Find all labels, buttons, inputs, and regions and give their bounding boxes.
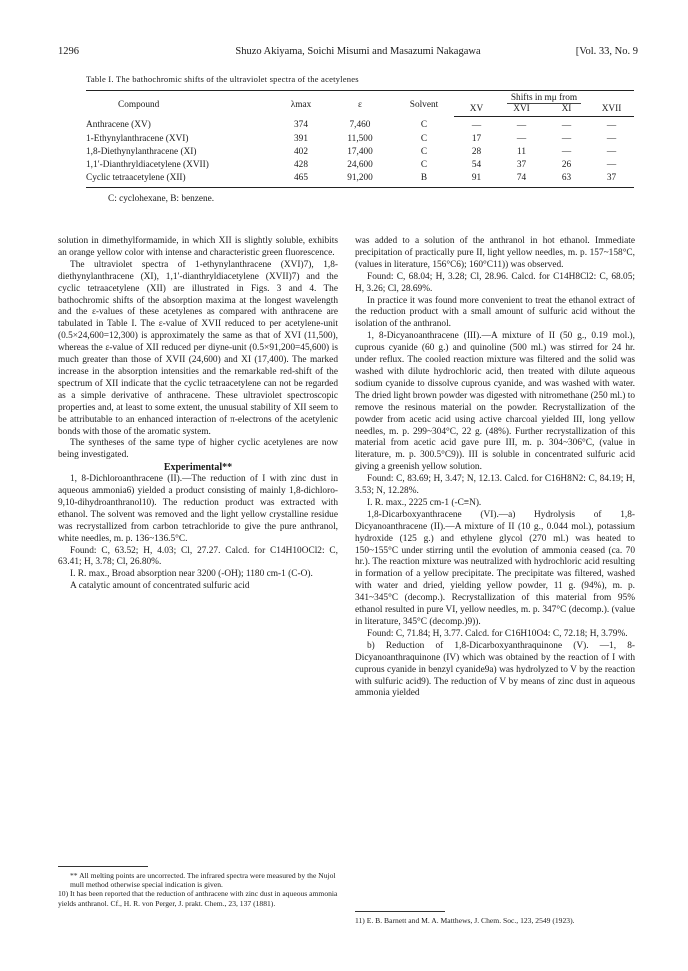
compound-cell: Cyclic tetraacetylene (XII)	[86, 172, 276, 188]
shift-cell: 28	[471, 146, 482, 157]
col-xi: XI	[544, 104, 589, 117]
footnotes-left	[58, 866, 338, 908]
table-header-row	[86, 91, 634, 105]
col-solvent: Solvent	[394, 91, 454, 117]
shift-cell: 74	[499, 172, 544, 188]
col-xvii: XVII	[589, 104, 634, 117]
paragraph: The ultraviolet spectra of 1-ethynylanthracene (XVI)7), 1,8-diethynylanthracene (XI), 1,1′-dianthryldiacetylene (XVII)7) and the cyclic tetraacetylene (XII) are illustrated in Figs. 3 and 4. The bathochromic shifts of the absorption maxima at the longest wavelength and the ε-values of these acetylenes as compared with anthracene are tabulated in Table I. The ε-value of XVII reduced to per acetylene-unit (0.5×24,600=12,300) is approximately the same as that of XVI (11,500), whereas the ε-value of XII reduced per diyne-unit (0.5×91,200=45,600) is much greater than those of XVII (24,600) and XI (17,400). The marked increase in the absorption intensities and the remarkable red-shift of the spectrum of XII indicate that the cyclic tetraacetylene can not be regarded as a simple derivative of anthracene. These ultraviolet spectroscopic properties and, at least to some extent, the unusual stability of XII seem to be attributable to an enhanced interaction of π-electrons of the acetylenic bonds with those of the aromatic system.	[58, 259, 338, 437]
epsilon-cell: 24,600	[347, 160, 373, 171]
table-row	[86, 145, 634, 158]
footnote-rule	[355, 911, 445, 912]
solvent-cell: C	[420, 133, 428, 144]
epsilon-cell: 7,460	[349, 120, 371, 131]
shift-cell: —	[606, 120, 617, 131]
col-compound: Compound	[86, 91, 276, 117]
shift-header	[454, 91, 634, 105]
shift-cell: 11	[517, 146, 526, 157]
table-note: C: cyclohexane, B: benzene.	[108, 194, 215, 204]
shift-cell: —	[606, 133, 617, 144]
shift-cell: —	[516, 133, 527, 144]
footnote: 10) It has been reported that the reduction of anthracene with zinc dust in aqueous ammonia yields anthranol. Cf., H. R. von Perger, J. prakt. Chem., 23, 137 (1881).	[58, 889, 338, 908]
lmax-cell: 402	[294, 146, 308, 157]
paragraph: The syntheses of the same type of higher cyclic acetylenes are now being investigated.	[58, 438, 338, 461]
shift-cell: —	[561, 120, 572, 131]
epsilon-cell: 11,500	[347, 133, 373, 144]
shift-cell: 17	[471, 133, 482, 144]
table-row	[86, 117, 634, 133]
table-caption: Table I. The bathochromic shifts of the ultraviolet spectra of the acetylenes	[86, 74, 359, 84]
footnote: 11) E. B. Barnett and M. A. Matthews, J. Chem. Soc., 123, 2549 (1923).	[355, 916, 575, 925]
paragraph: In practice it was found more convenient to treat the ethanol extract of the reduction product with a small amount of sulfuric acid without the isolation of the anthranol.	[355, 295, 635, 330]
paragraph: Found: C, 83.69; H, 3.47; N, 12.13. Calcd. for C16H8N2: C, 84.19; H, 3.53; N, 12.28%.	[355, 474, 635, 497]
solvent-cell: C	[420, 160, 428, 171]
shift-cell: 63	[544, 172, 589, 188]
col-xv: XV	[454, 104, 499, 117]
shift-cell: —	[606, 160, 617, 171]
compound-cell: 1,1′-Dianthryldiacetylene (XVII)	[86, 160, 209, 171]
paragraph: solution in dimethylformamide, in which XII is slightly soluble, exhibits an orange yellow color with intense and characteristic green fluorescence.	[58, 236, 338, 258]
shift-cell: —	[516, 120, 527, 131]
table-row	[86, 159, 634, 172]
paragraph: was added to a solution of the anthranol in hot ethanol. Immediate precipitation of practically pure II, light yellow needles, m. p. 157~158°C, (values in literature, 156°C6); 160°C11)) was observed.	[355, 236, 635, 270]
solvent-cell: B	[394, 172, 454, 188]
shift-cell: —	[606, 146, 617, 157]
shift-cell: —	[561, 146, 572, 157]
lmax-cell: 465	[276, 172, 326, 188]
paragraph: 1,8-Dicarboxyanthracene (VI).—a) Hydrolysis of 1,8-Dicyanoanthracene (II).—A mixture of II (10 g., 0.044 mol.), potassium hydroxide (125 g.) and ethylene glycol (270 ml.) was heated to 150~155°C under stirring until the evolution of ammonia ceased (ca. 70 hr.). The reaction mixture was neutralized with hydrochloric acid resulting in formation of a yellow precipitate. The precipitate was filtered, washed with water and dried, yielding yellow powder, 11 g. (94%), m. p. 341~345°C (decomp.). Recrystallization of this material from 95% ethanol resulted in pure VI, yellow needles, m. p. 347°C (decomp.). (value in literature, 345°C (decomp.)9)).	[355, 509, 635, 627]
volume-label: [Vol. 33, No. 9	[575, 46, 638, 57]
paragraph: b) Reduction of 1,8-Dicarboxyanthraquinone (V). —1, 8-Dicyanoanthraquinone (IV) which was obtained by the reaction of I with cuprous cyanide in benzyl cyanide9a) was hydrolyzed to V by the reaction with sulfuric acid9). The reduction of V by means of zinc dust in aqueous ammonia yielded	[355, 640, 635, 699]
col-lmax: λmax	[276, 91, 326, 117]
right-column	[355, 236, 635, 700]
paragraph: A catalytic amount of concentrated sulfuric acid	[70, 581, 250, 592]
paragraph: I. R. max., 2225 cm-1 (-C≡N).	[367, 497, 482, 508]
epsilon-cell: 91,200	[326, 172, 394, 188]
paragraph: I. R. max., Broad absorption near 3200 (-OH); 1180 cm-1 (C-O).	[70, 569, 313, 580]
compound-cell: 1-Ethynylanthracene (XVI)	[86, 133, 189, 144]
left-column	[58, 236, 338, 593]
shift-cell: 54	[471, 160, 482, 171]
compound-cell: Anthracene (XV)	[86, 120, 151, 131]
shift-table	[86, 90, 634, 188]
experimental-heading: Experimental**	[163, 462, 233, 474]
shift-cell: 26	[561, 160, 572, 171]
page-number: 1296	[58, 46, 79, 57]
solvent-cell: C	[420, 120, 428, 131]
paragraph: 1, 8-Dicyanoanthracene (III).—A mixture of II (50 g., 0.19 mol.), cuprous cyanide (60 g.) and quinoline (500 ml.) was stirred for 24 hr. under reflux. The cooled reaction mixture was filtered and the solid was washed with dilute hydrochloric acid, then treated with dilute aqueous sodium cyanide to dissolve cuprous cyanide, and was washed with water. The dried light brown powder was digested with nitromethane (250 ml.) to remove the resinous material on the powder. Recrystallization of the powder from acetic acid using active charcoal yielded III, long yellow needles, m. p. 299~304°C, 22 g. (48%). Further recrystallization of this material from acetic acid gave pure III, m. p. 304~306°C, (value in literature, m. p. 300.5°C9)). III is soluble in concentrated sulfuric acid giving a greenish yellow solution.	[355, 331, 635, 473]
compound-cell: 1,8-Diethynylanthracene (XI)	[86, 146, 197, 157]
footnote: ** All melting points are uncorrected. The infrared spectra were measured by the Nujol mull method otherwise special indication is given.	[70, 871, 336, 890]
author-line: Shuzo Akiyama, Soichi Misumi and Masazumi Nakagawa	[235, 46, 481, 57]
paragraph: Found: C, 68.04; H, 3.28; Cl, 28.96. Calcd. for C14H8Cl2: C, 68.05; H, 3.26; Cl, 28.69%.	[355, 271, 635, 294]
shift-cell: 37	[516, 160, 527, 171]
running-header	[58, 46, 638, 62]
table-row	[86, 172, 634, 188]
epsilon-cell: 17,400	[347, 146, 373, 157]
shift-cell: —	[471, 120, 482, 131]
footnotes-right	[355, 911, 635, 925]
paragraph: 1, 8-Dichloroanthracene (II).—The reduction of I with zinc dust in aqueous ammonia6) yielded a product consisting of mainly 1,8-dichloro-9,10-dihydroanthranol10). The reduction product was extracted with ethanol. The solvent was removed and the light yellow crystalline residue was recrystallized from carbon tetrachloride to give the pure anthranol, white needles, m. p. 136~136.5°C.	[58, 474, 338, 544]
paragraph: Found: C, 71.84; H, 3.77. Calcd. for C16H10O4: C, 72.18; H, 3.79%.	[367, 628, 628, 639]
lmax-cell: 391	[294, 133, 308, 144]
lmax-cell: 428	[294, 160, 308, 171]
solvent-cell: C	[420, 146, 428, 157]
shift-header-text: Shifts in mμ from	[507, 93, 581, 104]
shift-cell: 91	[454, 172, 499, 188]
shift-cell: —	[561, 133, 572, 144]
table-row	[86, 132, 634, 145]
lmax-cell: 374	[294, 120, 308, 131]
footnote-rule	[58, 866, 148, 867]
shift-cell: 37	[589, 172, 634, 188]
paragraph: Found: C, 63.52; H, 4.03; Cl, 27.27. Calcd. for C14H10OCl2: C, 63.41; H, 3.78; Cl, 26.80%.	[58, 545, 338, 568]
col-xvi: XVI	[499, 104, 544, 117]
col-epsilon: ε	[326, 91, 394, 117]
